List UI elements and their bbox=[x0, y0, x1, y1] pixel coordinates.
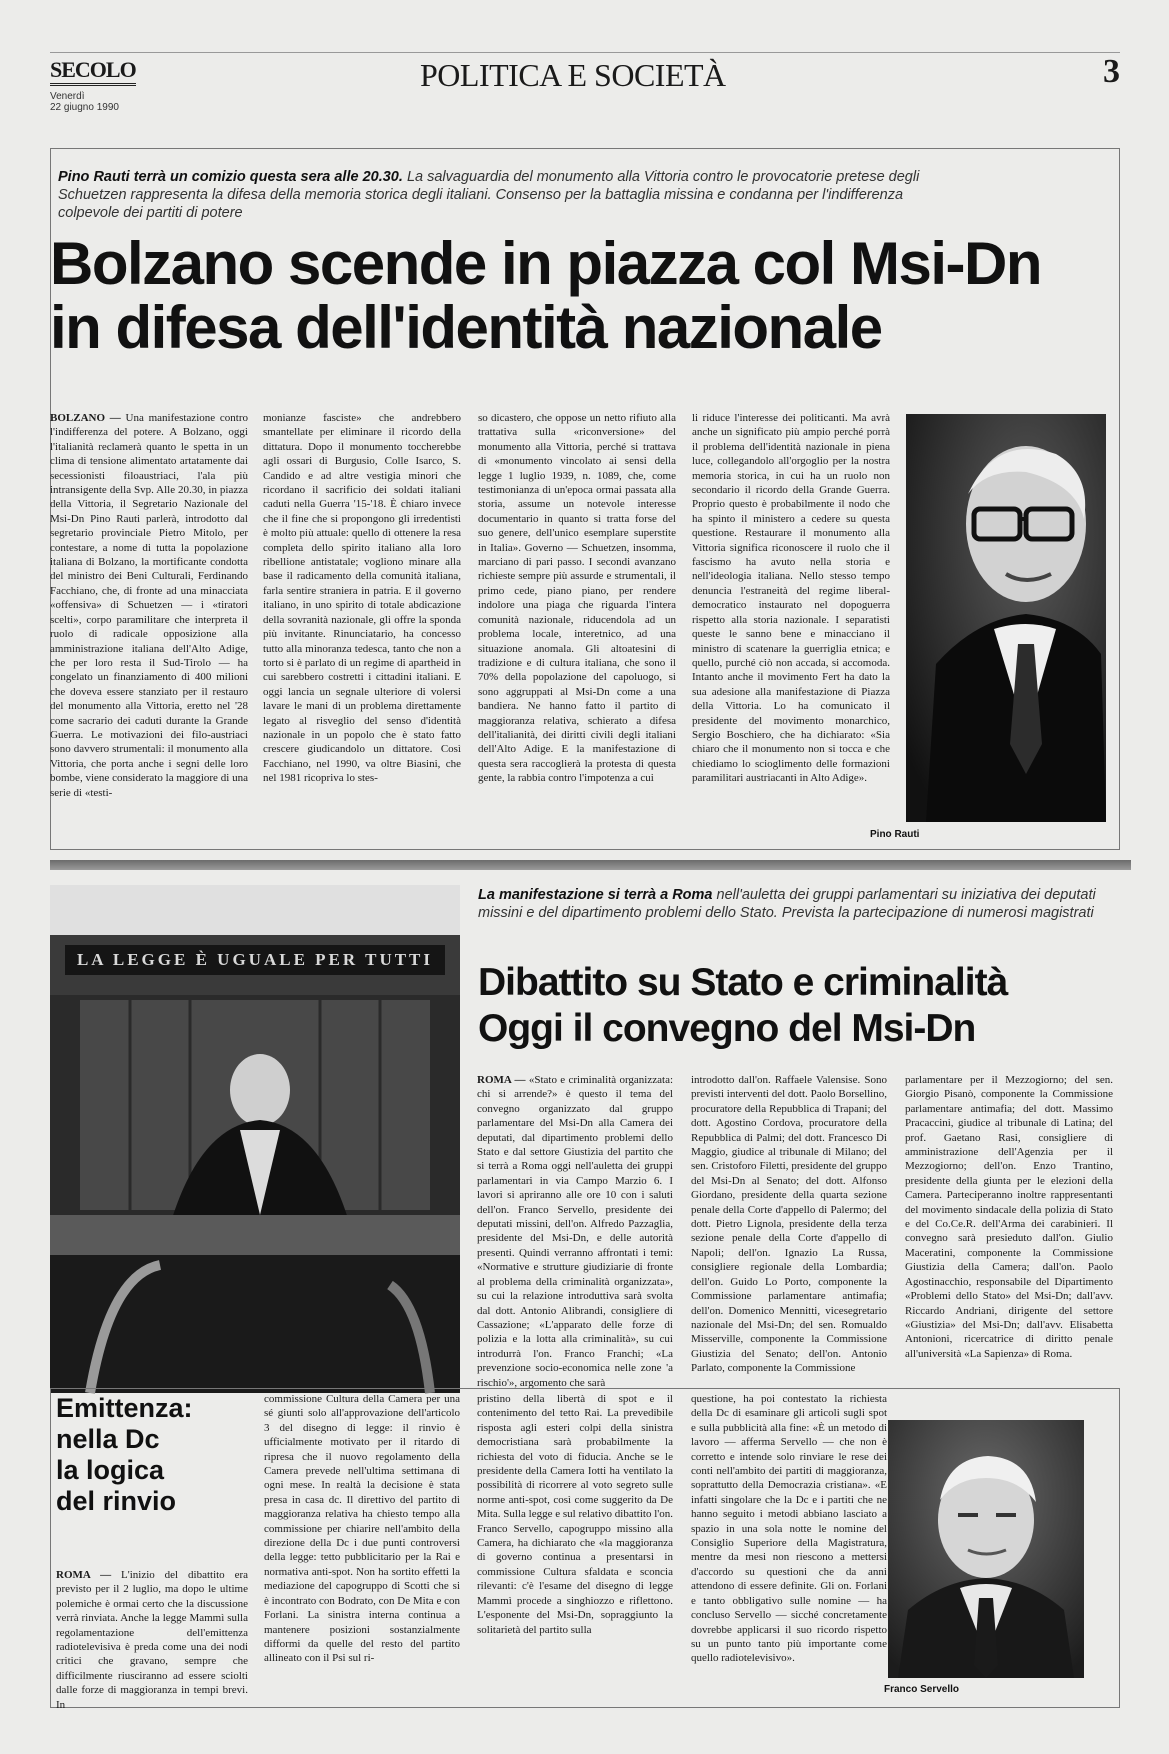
column-text: Una manifestazione contro l'indifferenza del potere. A Bolzano, oggi l'italianità reclamerà quanto le spetta in un clima di tensione alimentato artatamente dai secessionisti filoaustriaci, l'ala più intransigente della Svp. Alle 20.30, in piazza della Vittoria, il Segretario Nazionale del Msi-Dn Pino Rauti parlerà, introdotto dal segretario provinciale Pietro Mitolo, per contestare, a nome di tutta la popolazione italiana di Bolzano, la mortificante condotta del ministro dei Beni Culturali, Ferdinando Facchiano, che, di fronte ad una minacciata «offensiva» di Schuetzen — i «tiratori scelti», corpo paramilitare che interpreta il ruolo di radicale opposizione alla amministrazione italiana dell'Alto Adige, che per loro resta il Sud-Tirolo — ha congelato un finanziamento di 400 milioni che doveva essere stanziato per il restauro del monumento alla Vittoria, eretto nel '28 come sacrario dei caduti durante la Grande Guerra. Le motivazioni dei filo-austriaci sono davvero strumentali: il monumento alla Vittoria, che porta anche i segni delle loro bombe, viene considerato la maggiore di una serie di «testi- bbox=[50, 412, 249, 799]
headline-line-1: Bolzano scende in piazza col Msi-Dn bbox=[50, 230, 1041, 297]
dateline: ROMA — bbox=[56, 1569, 112, 1581]
article-convegno-column-3 bbox=[905, 1073, 1113, 1391]
headline-line-4: del rinvio bbox=[56, 1486, 177, 1516]
column-text: «Stato e criminalità organizzata: chi si arrende?» è questo il tema del convegno organizzato dal gruppo parlamentare del Msi-Dn alla Camera dei deputati, dal dipartimento problemi dello Stato e dal settore Giustizia del partito che si terrà a Roma oggi nell'auletta dei gruppi parlamentari in via Campo Marzio 6. I lavori si apriranno alle ore 10 con i saluti dell'on. Franco Servello, presidente dei deputati missini, dell'on. Alfredo Pazzaglia, presidente del Msi-Dn, e delle autorità presenti. Quindi verranno affrontati i temi: «Normative e strutture giudiziarie di fronte al problema della criminalità organizzata», su cui la relazione introduttiva sarà svolta dal dott. Antonio Alibrandi, consigliere di Cassazione; «L'apparato delle forze di polizia e la lotta alla criminalità», su cui introdurrà l'on. Franco Franchi; «La prevenzione socio-economica nelle zone 'a rischio'», argomento che sarà bbox=[477, 1074, 674, 1389]
headline-line-2: Oggi il convegno del Msi-Dn bbox=[478, 1007, 976, 1050]
kicker-text: nell'auletta dei gruppi parlamentari su iniziativa dei deputati missini e del dipartimento problemi dello Stato. Prevista la partecipazione di numerosi magistrati bbox=[478, 887, 1096, 921]
issue-day: Venerdì bbox=[50, 91, 85, 102]
kicker-bold: Pino Rauti terrà un comizio questa sera alle 20.30. bbox=[58, 169, 403, 185]
column-text: introdotto dall'on. Raffaele Valensise. Sono previsti interventi del dott. Paolo Borsellino, procuratore della Repubblica di Trapani; del dott. Agostino Cordova, procuratore della Repubblica di Palmi; del dott. Francesco Di Maggio, giudice al tribunale di Milano; del sen. Cristoforo Filetti, presidente del gruppo del Msi-Dn al Senato; del dott. Alfonso Giordano, presidente della quarta sezione penale della Corte d'appello di Palermo; del dott. Pietro Lignola, presidente della terza sezione penale della Corte d'appello di Napoli; dell'on. Ignazio La Russa, consigliere regionale della Lombardia; dell'on. Guido Lo Porto, componente la Commissione parlamentare antimafia; dell'on. Domenico Mennitti, vicesegretario nazionale del Msi-Dn; del sen. Romualdo Misserville, componente la Commissione Giustizia del Senato; dell'on. Antonio Parlato, componente la Commissione bbox=[691, 1074, 887, 1375]
headline-line-3: la logica bbox=[56, 1455, 165, 1485]
column-text: parlamentare per il Mezzogiorno; del sen. Giorgio Pisanò, componente la Commissione parlamentare antimafia; del dott. Massimo Pracaccini, giudice al tribunale di Latina; del prof. Gaetano Rasi, consigliere di amministrazione dell'Agenzia per il Mezzogiorno; dell'on. Enzo Trantino, presidente della giunta per le elezioni della Camera. Parteciperanno inoltre rappresentanti del movimento sindacale della polizia di Stato e del Co.Ce.R. dell'Arma dei carabinieri. Il convegno sarà presieduto dall'on. Giulio Maceratini, componente la Commissione Giustizia della Camera; dall'on. Paolo Agostinacchio, responsabile del Dipartimento «Problemi dello Stato» del Msi-Dn; dall'avv. Riccardo Andriani, dirigente del settore «Giustizia» del Msi-Dn; dall'avv. Elisabetta Antonioni, ricercatrice di diritto penale all'università «La Sapienza» di Roma. bbox=[905, 1074, 1113, 1360]
dateline: ROMA — bbox=[477, 1074, 526, 1086]
article-bolzano-kicker bbox=[58, 168, 958, 222]
column-text: pristino della libertà di spot e il contenimento del tetto Rai. La prevedibile risposta agli esteri colpi della sinistra democristiana sarà probabilmente la richiesta del voto di fiducia. Anche se le presidente della Camera Iotti ha ventilato la possibilità di ricorrere al voto segreto sulle norme anti-spot, così come suggerito da De Mita. Sulla legge e sul relativo dibattito l'on. Franco Servello, capogruppo missino alla Camera, ha dichiarato che «la maggioranza di governo continua a presentarsi in commissione Cultura sfaldata e sconcia rilevanti: c'è l'esame del disegno di legge Mammì procede a singhiozzo e riflettono. L'esponente del Msi-Dn, sopraggiunto la solitarietà del partito sulla bbox=[477, 1393, 673, 1636]
dateline: BOLZANO — bbox=[50, 412, 121, 424]
photo-courtroom bbox=[50, 885, 460, 1393]
headline-line-2: nella Dc bbox=[56, 1424, 160, 1454]
portrait-franco-servello bbox=[888, 1420, 1084, 1678]
masthead bbox=[50, 52, 1120, 113]
portrait-franco-servello-drawing bbox=[888, 1420, 1084, 1678]
issue-date-text: 22 giugno 1990 bbox=[50, 102, 119, 113]
photo-caption-franco-servello: Franco Servello bbox=[884, 1684, 960, 1695]
column-text: monianze fasciste» che andrebbero smantellate per eliminare il ricordo della dittatura. Dopo il monumento toccherebbe agli ossari di Burgusio, Colle Isarco, S. Candido e ad altre vestigia minori che ricordano il sacrificio dei soldati italiani caduti nella Guerra '15-'18. È chiaro invece che il fine che si propongono gli irredentisti è molto più attuale: quello di ottenere la resa completa dello spirito italiano alla loro ribellione antistatale; vogliono minare alla base il radicamento della comunità italiana, farla sentire straniera in patria. E il governo italiano, in uno spirito di totale abdicazione della sovranità nazionale, gli offre la sponda più invitante. Rinunciatario, ha concesso tutto alla minoranza tedesca, tanto che non a torto si è parlato di un regime di apartheid in cui sarebbero costretti i cittadini italiani. E oggi lancia un segnale ulteriore di volersi lavare le mani di un problema direttamente legato al risveglio del senso d'identità nazionale in un popolo che è stato fatto crescere giudicandolo un dittatore. Così Facchiano, nel 1990, va oltre Biasini, che nel 1981 ricopriva lo stes- bbox=[263, 412, 461, 785]
article-emittenza-column-2 bbox=[264, 1392, 460, 1704]
kicker-bold: La manifestazione si terrà a Roma bbox=[478, 887, 713, 903]
article-convegno-column-2 bbox=[691, 1073, 887, 1391]
issue-date bbox=[50, 91, 119, 113]
photo-caption-pino-rauti: Pino Rauti bbox=[870, 829, 920, 840]
article-convegno-kicker bbox=[478, 886, 1098, 922]
section-divider bbox=[50, 860, 1131, 870]
article-bolzano-column-3 bbox=[478, 411, 676, 843]
article-bolzano-column-1 bbox=[50, 411, 248, 843]
newspaper-logo: SECOLO bbox=[50, 57, 136, 86]
article-bolzano-column-2 bbox=[263, 411, 461, 843]
column-text: li riduce l'interesse dei politicanti. Ma avrà anche un significato più ampio perché porrà il problema dell'identità nazionale in piena luce, collegandolo all'orgoglio per la nostra memoria storica, in cui ha un ruolo non secondario il ricordo della Grande Guerra. Proprio questo è probabilmente il nodo che ha spinto il ministero a cedere su questa questione. Restaurare il monumento alla Vittoria significa riconoscere il ruolo che il fascismo ha avuto nella storia e nell'ideologia italiana. Nello stesso tempo denuncia l'estraneità del regime liberal-democratico instaurato nel dopoguerra rispetto alla storia nazionale. I separatisti queste le sanno bene e minacciano il ministro di scatenare la guerriglia etnica; e quello, purché ciò non accada, si accomoda. Intanto anche il movimento Fert ha dato la sua adesione alla manifestazione di Piazza della Vittoria. Lo ha comunicato il presidente del movimento monarchico, Sergio Boschiero, che ha dichiarato: «Sia chiaro che il monumento non si tocca e che chiediamo lo scioglimento delle formazioni paramilitari austriacanti in Alto Adige». bbox=[692, 412, 890, 785]
article-emittenza-headline bbox=[56, 1393, 193, 1517]
article-bolzano-headline bbox=[50, 232, 1110, 360]
page-number: 3 bbox=[1103, 53, 1120, 90]
column-text: L'inizio del dibattito era previsto per il 2 luglio, ma dopo le ultime polemiche è ormai certo che la discussione verrà rinviata. Anche la legge Mammì sulla regolamentazione dell'emittenza radiotelevisiva è preda come una dei nodi critici che gravano, sempre che difficilmente riusciranno ad essere sciolti dalle forze di maggioranza in tempi brevi. In bbox=[56, 1569, 249, 1711]
column-text: so dicastero, che oppose un netto rifiuto alla trattativa sulla «riconversione» del monumento alla Vittoria, perché si trattava di «monumento vincolato ai sensi della legge 1 luglio 1939, n. 1089, che, come testimonianza di un'epoca ormai passata alla storia, assume un notevole interesse documentario in quanto si tratta forse del suo genere, dell'unico esemplare superstite in Italia». Governo — Schuetzen, insomma, marciano di pari passo. I secondi avanzano richieste sempre più assurde e strumentali, il primo cede, piano piano, per rendere indolore una piaga che riguarda l'intera comunità nazionale, riducendola ad un problema locale, interetnico, ad una situazione anomala. Gli altoatesini di tradizione e di cultura italiana, che sono il 70% della popolazione del capoluogo, si sono aggruppati al Msi-Dn come a una bandiera. Ne hanno fatto il partito di maggioranza relativa, schierato a difesa dell'italianità, dei diritti civili degli italiani dell'Alto Adige. E la manifestazione di questa sera raccoglierà la protesta di questa gente, la rabbia contro l'impotenza a cui bbox=[478, 412, 676, 785]
portrait-pino-rauti bbox=[906, 414, 1106, 822]
kicker-text: La salvaguardia del monumento alla Vittoria contro le provocatorie pretese degli Schuetzen rappresenta la difesa della memoria storica degli italiani. Consenso per la battaglia missina e condanna per l'indifferenza colpevole dei partiti di potere bbox=[58, 169, 920, 221]
article-bolzano-column-4 bbox=[692, 411, 890, 843]
headline-line-1: Dibattito su Stato e criminalità bbox=[478, 961, 1008, 1004]
article-emittenza-column-3 bbox=[477, 1392, 673, 1704]
headline-line-2: in difesa dell'identità nazionale bbox=[50, 294, 882, 361]
article-convegno-headline bbox=[478, 960, 1118, 1052]
article-emittenza-column-1 bbox=[56, 1568, 249, 1711]
article-convegno-column-1 bbox=[477, 1073, 673, 1391]
column-text: questione, ha poi contestato la richiesta della Dc di esaminare gli articoli sugli spot e sulla pubblicità alla fine: «È un metodo di lavoro — afferma Servello — che non è corretto e intende solo rinviare le rese dei conti nell'ambito dei partiti di maggioranza, soprattutto della Democrazia cristiana». «E infatti singolare che la Dc e i partiti che ne hanno seguito i metodi abbiano lasciato a spazio in una sola notte le nomine del Consiglio Superiore della Magistratura, mentre da mesi non riescono a mettersi d'accordo su questioni che da anni attendono di essere definite. Gli on. Forlani e tanto obbligativo sulle nomine — ha concluso Servello — sicché concretamente dovrebbe applicarsi il suo ricordo rispetto su un punto tanto più importante come quello radiotelevisivo». bbox=[691, 1393, 887, 1665]
courtroom-motto: LA LEGGE È UGUALE PER TUTTI bbox=[76, 950, 434, 969]
section-title: POLITICA E SOCIETÀ bbox=[420, 57, 726, 93]
column-text: commissione Cultura della Camera per una sé giunti solo all'approvazione dell'articolo 3 del disegno di legge: il rinvio è ufficialmente motivato per il ritardo di ripresa che il nuovo regolamento della Camera prevede nell'ultima settimana di ogni mese. In realtà la decisione è stata presa in casa dc. Il direttivo del partito di maggioranza relativa ha chiesto tempo alla commissione per chiarire nell'ambito della direzione della Dc i due punti controversi della legge: tetto pubblicitario per la Rai e normativa anti-spot. Non ha sortito effetti la mediazione del capogruppo di Scotti che si è incontrato con Bodrato, con De Mita e con Forlani. La sinistra interna continua a mantenere posizioni sostanzialmente difformi da quelle del resto del partito allineato con il Psi sul ri- bbox=[264, 1393, 460, 1665]
headline-line-1: Emittenza: bbox=[56, 1393, 193, 1423]
article-emittenza-column-4 bbox=[691, 1392, 887, 1704]
portrait-pino-rauti-drawing bbox=[906, 414, 1106, 822]
